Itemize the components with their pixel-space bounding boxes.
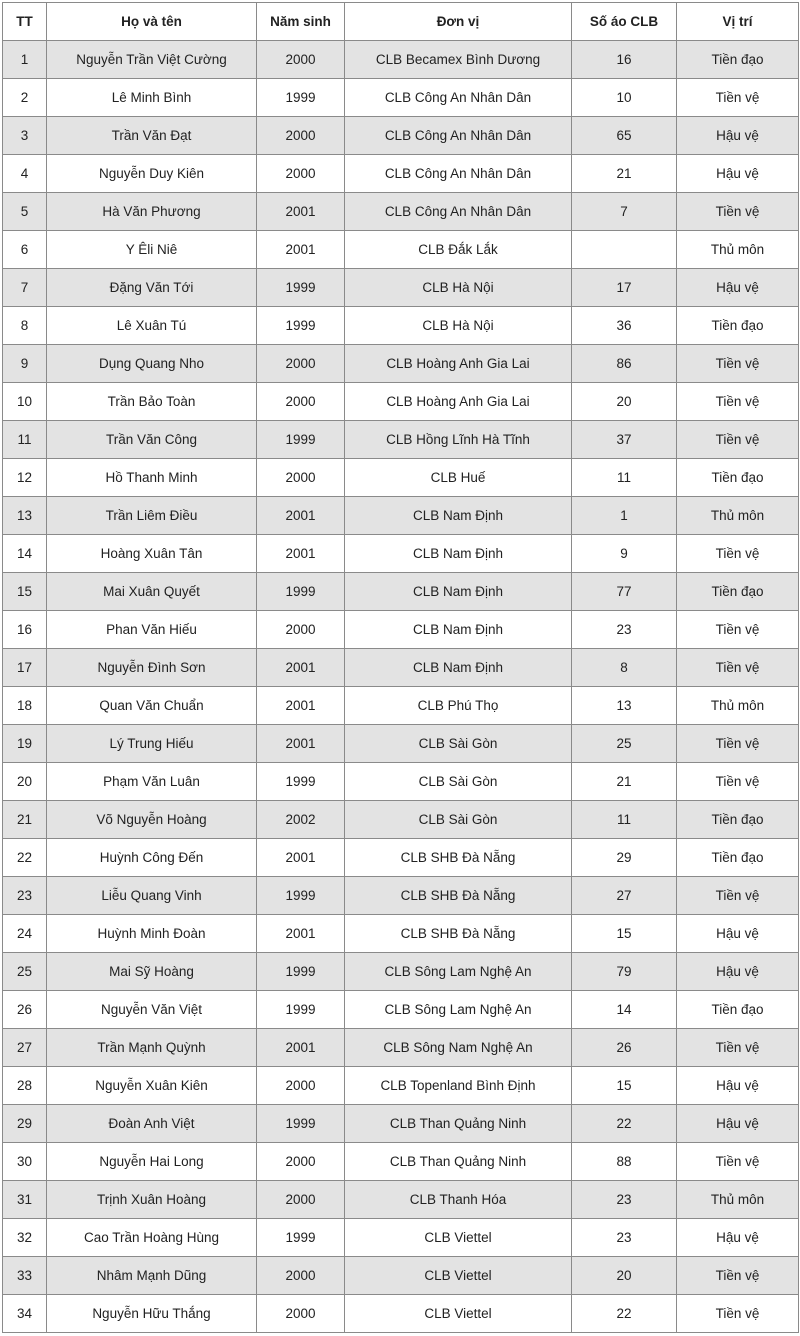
- cell-position: Hậu vệ: [677, 953, 799, 991]
- cell-name: Nguyễn Xuân Kiên: [47, 1067, 257, 1105]
- cell-unit: CLB Hoàng Anh Gia Lai: [345, 383, 572, 421]
- cell-year: 1999: [257, 421, 345, 459]
- table-row: [3, 383, 799, 421]
- cell-position: Tiền đạo: [677, 41, 799, 79]
- cell-unit: CLB Than Quảng Ninh: [345, 1105, 572, 1143]
- table-row: [3, 801, 799, 839]
- cell-number: 17: [572, 269, 677, 307]
- table-body: [3, 41, 799, 1333]
- table-row: [3, 573, 799, 611]
- table-row: [3, 725, 799, 763]
- cell-tt: 1: [3, 41, 47, 79]
- cell-tt: 13: [3, 497, 47, 535]
- table-row: [3, 611, 799, 649]
- cell-year: 1999: [257, 269, 345, 307]
- cell-tt: 21: [3, 801, 47, 839]
- table-row: [3, 877, 799, 915]
- cell-name: Trần Mạnh Quỳnh: [47, 1029, 257, 1067]
- cell-number: 9: [572, 535, 677, 573]
- table-row: [3, 763, 799, 801]
- cell-year: 1999: [257, 1219, 345, 1257]
- cell-tt: 11: [3, 421, 47, 459]
- cell-unit: CLB Viettel: [345, 1295, 572, 1333]
- player-roster-table: [2, 2, 799, 1333]
- cell-tt: 20: [3, 763, 47, 801]
- table-row: [3, 307, 799, 345]
- cell-unit: CLB Than Quảng Ninh: [345, 1143, 572, 1181]
- cell-year: 1999: [257, 79, 345, 117]
- cell-unit: CLB Viettel: [345, 1219, 572, 1257]
- cell-name: Nguyễn Hữu Thắng: [47, 1295, 257, 1333]
- cell-name: Huỳnh Công Đến: [47, 839, 257, 877]
- cell-number: 21: [572, 763, 677, 801]
- cell-unit: CLB Sông Lam Nghệ An: [345, 953, 572, 991]
- cell-position: Tiền vệ: [677, 649, 799, 687]
- cell-unit: CLB Thanh Hóa: [345, 1181, 572, 1219]
- cell-position: Tiền vệ: [677, 1257, 799, 1295]
- cell-name: Võ Nguyễn Hoàng: [47, 801, 257, 839]
- cell-tt: 9: [3, 345, 47, 383]
- cell-year: 2000: [257, 1143, 345, 1181]
- cell-position: Tiền vệ: [677, 1295, 799, 1333]
- cell-tt: 19: [3, 725, 47, 763]
- cell-name: Liễu Quang Vinh: [47, 877, 257, 915]
- table-row: [3, 1181, 799, 1219]
- cell-year: 2001: [257, 687, 345, 725]
- cell-year: 2000: [257, 459, 345, 497]
- cell-unit: CLB Công An Nhân Dân: [345, 117, 572, 155]
- cell-year: 2001: [257, 231, 345, 269]
- cell-year: 1999: [257, 953, 345, 991]
- cell-number: 27: [572, 877, 677, 915]
- cell-year: 2001: [257, 725, 345, 763]
- cell-year: 2000: [257, 1257, 345, 1295]
- table-row: [3, 497, 799, 535]
- cell-unit: CLB Sông Nam Nghệ An: [345, 1029, 572, 1067]
- cell-number: 23: [572, 1219, 677, 1257]
- cell-name: Y Êli Niê: [47, 231, 257, 269]
- table-row: [3, 459, 799, 497]
- cell-tt: 22: [3, 839, 47, 877]
- table-row: [3, 231, 799, 269]
- cell-name: Phạm Văn Luân: [47, 763, 257, 801]
- cell-number: [572, 231, 677, 269]
- cell-name: Huỳnh Minh Đoàn: [47, 915, 257, 953]
- cell-name: Nguyễn Hai Long: [47, 1143, 257, 1181]
- cell-year: 2001: [257, 497, 345, 535]
- cell-number: 36: [572, 307, 677, 345]
- cell-number: 20: [572, 383, 677, 421]
- table-row: [3, 1029, 799, 1067]
- table-row: [3, 345, 799, 383]
- header-number: Số áo CLB: [572, 3, 677, 41]
- cell-number: 13: [572, 687, 677, 725]
- header-tt: TT: [3, 3, 47, 41]
- cell-unit: CLB Đắk Lắk: [345, 231, 572, 269]
- cell-year: 2001: [257, 649, 345, 687]
- cell-tt: 23: [3, 877, 47, 915]
- table-row: [3, 915, 799, 953]
- cell-year: 1999: [257, 877, 345, 915]
- cell-position: Hậu vệ: [677, 117, 799, 155]
- table-row: [3, 193, 799, 231]
- cell-unit: CLB Công An Nhân Dân: [345, 79, 572, 117]
- cell-name: Mai Sỹ Hoàng: [47, 953, 257, 991]
- cell-year: 2000: [257, 383, 345, 421]
- cell-tt: 4: [3, 155, 47, 193]
- cell-unit: CLB Hoàng Anh Gia Lai: [345, 345, 572, 383]
- cell-unit: CLB Nam Định: [345, 497, 572, 535]
- cell-year: 2001: [257, 535, 345, 573]
- cell-position: Hậu vệ: [677, 1105, 799, 1143]
- header-unit: Đơn vị: [345, 3, 572, 41]
- cell-unit: CLB Nam Định: [345, 535, 572, 573]
- cell-number: 10: [572, 79, 677, 117]
- table-row: [3, 535, 799, 573]
- cell-tt: 18: [3, 687, 47, 725]
- cell-tt: 14: [3, 535, 47, 573]
- table-row: [3, 1067, 799, 1105]
- table-header: [3, 3, 799, 41]
- table-row: [3, 1257, 799, 1295]
- cell-position: Hậu vệ: [677, 915, 799, 953]
- cell-position: Tiền vệ: [677, 611, 799, 649]
- cell-name: Trần Liêm Điều: [47, 497, 257, 535]
- cell-number: 86: [572, 345, 677, 383]
- cell-name: Lê Xuân Tú: [47, 307, 257, 345]
- table-row: [3, 687, 799, 725]
- cell-year: 2001: [257, 1029, 345, 1067]
- header-row: [3, 3, 799, 41]
- cell-position: Tiền đạo: [677, 573, 799, 611]
- cell-unit: CLB Topenland Bình Định: [345, 1067, 572, 1105]
- cell-year: 2001: [257, 915, 345, 953]
- cell-unit: CLB Hà Nội: [345, 307, 572, 345]
- cell-name: Lê Minh Bình: [47, 79, 257, 117]
- cell-year: 2000: [257, 1067, 345, 1105]
- cell-name: Quan Văn Chuẩn: [47, 687, 257, 725]
- cell-number: 22: [572, 1105, 677, 1143]
- cell-unit: CLB Viettel: [345, 1257, 572, 1295]
- cell-name: Đoàn Anh Việt: [47, 1105, 257, 1143]
- cell-unit: CLB SHB Đà Nẵng: [345, 915, 572, 953]
- cell-year: 2000: [257, 1295, 345, 1333]
- cell-number: 29: [572, 839, 677, 877]
- cell-position: Hậu vệ: [677, 269, 799, 307]
- cell-tt: 2: [3, 79, 47, 117]
- cell-position: Tiền vệ: [677, 1029, 799, 1067]
- cell-number: 21: [572, 155, 677, 193]
- cell-year: 2001: [257, 839, 345, 877]
- cell-name: Trần Bảo Toàn: [47, 383, 257, 421]
- cell-unit: CLB Phú Thọ: [345, 687, 572, 725]
- cell-number: 25: [572, 725, 677, 763]
- cell-number: 26: [572, 1029, 677, 1067]
- cell-unit: CLB Công An Nhân Dân: [345, 155, 572, 193]
- cell-tt: 8: [3, 307, 47, 345]
- cell-year: 1999: [257, 991, 345, 1029]
- cell-tt: 27: [3, 1029, 47, 1067]
- table-row: [3, 1105, 799, 1143]
- cell-tt: 15: [3, 573, 47, 611]
- cell-position: Thủ môn: [677, 231, 799, 269]
- cell-name: Nguyễn Trần Việt Cường: [47, 41, 257, 79]
- cell-unit: CLB Becamex Bình Dương: [345, 41, 572, 79]
- cell-year: 1999: [257, 763, 345, 801]
- cell-unit: CLB Nam Định: [345, 611, 572, 649]
- cell-name: Mai Xuân Quyết: [47, 573, 257, 611]
- cell-unit: CLB SHB Đà Nẵng: [345, 877, 572, 915]
- cell-name: Hồ Thanh Minh: [47, 459, 257, 497]
- cell-tt: 33: [3, 1257, 47, 1295]
- cell-unit: CLB Sài Gòn: [345, 801, 572, 839]
- cell-year: 1999: [257, 573, 345, 611]
- table-row: [3, 269, 799, 307]
- cell-position: Tiền đạo: [677, 459, 799, 497]
- header-year: Năm sinh: [257, 3, 345, 41]
- cell-year: 2001: [257, 193, 345, 231]
- cell-position: Thủ môn: [677, 497, 799, 535]
- table-row: [3, 79, 799, 117]
- table-row: [3, 1219, 799, 1257]
- cell-unit: CLB Nam Định: [345, 573, 572, 611]
- cell-number: 11: [572, 459, 677, 497]
- cell-position: Tiền vệ: [677, 763, 799, 801]
- cell-tt: 29: [3, 1105, 47, 1143]
- cell-name: Nguyễn Duy Kiên: [47, 155, 257, 193]
- cell-name: Nhâm Mạnh Dũng: [47, 1257, 257, 1295]
- cell-position: Hậu vệ: [677, 1067, 799, 1105]
- cell-tt: 28: [3, 1067, 47, 1105]
- cell-number: 16: [572, 41, 677, 79]
- cell-number: 23: [572, 611, 677, 649]
- table-row: [3, 953, 799, 991]
- cell-year: 2000: [257, 155, 345, 193]
- cell-number: 15: [572, 1067, 677, 1105]
- cell-position: Tiền vệ: [677, 421, 799, 459]
- cell-number: 14: [572, 991, 677, 1029]
- cell-tt: 25: [3, 953, 47, 991]
- cell-year: 2000: [257, 611, 345, 649]
- cell-position: Tiền đạo: [677, 991, 799, 1029]
- table-row: [3, 117, 799, 155]
- cell-year: 2000: [257, 345, 345, 383]
- cell-number: 22: [572, 1295, 677, 1333]
- cell-name: Trịnh Xuân Hoàng: [47, 1181, 257, 1219]
- table-row: [3, 649, 799, 687]
- cell-position: Tiền vệ: [677, 725, 799, 763]
- table-row: [3, 1143, 799, 1181]
- cell-unit: CLB Công An Nhân Dân: [345, 193, 572, 231]
- cell-position: Tiền vệ: [677, 877, 799, 915]
- cell-number: 23: [572, 1181, 677, 1219]
- cell-name: Lý Trung Hiếu: [47, 725, 257, 763]
- cell-position: Tiền đạo: [677, 839, 799, 877]
- cell-name: Trần Văn Công: [47, 421, 257, 459]
- cell-name: Hà Văn Phương: [47, 193, 257, 231]
- cell-tt: 3: [3, 117, 47, 155]
- cell-name: Hoàng Xuân Tân: [47, 535, 257, 573]
- cell-position: Tiền vệ: [677, 79, 799, 117]
- cell-position: Tiền vệ: [677, 535, 799, 573]
- cell-tt: 32: [3, 1219, 47, 1257]
- header-name: Họ và tên: [47, 3, 257, 41]
- cell-unit: CLB SHB Đà Nẵng: [345, 839, 572, 877]
- cell-year: 2000: [257, 1181, 345, 1219]
- cell-position: Tiền vệ: [677, 1143, 799, 1181]
- cell-name: Nguyễn Đình Sơn: [47, 649, 257, 687]
- cell-unit: CLB Sài Gòn: [345, 763, 572, 801]
- cell-name: Trần Văn Đạt: [47, 117, 257, 155]
- cell-number: 15: [572, 915, 677, 953]
- cell-number: 65: [572, 117, 677, 155]
- cell-year: 1999: [257, 1105, 345, 1143]
- table-row: [3, 41, 799, 79]
- cell-position: Hậu vệ: [677, 1219, 799, 1257]
- table-row: [3, 1295, 799, 1333]
- cell-tt: 31: [3, 1181, 47, 1219]
- cell-unit: CLB Huế: [345, 459, 572, 497]
- cell-position: Tiền đạo: [677, 307, 799, 345]
- header-position: Vị trí: [677, 3, 799, 41]
- cell-number: 7: [572, 193, 677, 231]
- cell-tt: 30: [3, 1143, 47, 1181]
- cell-number: 88: [572, 1143, 677, 1181]
- cell-number: 20: [572, 1257, 677, 1295]
- cell-year: 2002: [257, 801, 345, 839]
- cell-position: Thủ môn: [677, 1181, 799, 1219]
- cell-unit: CLB Sông Lam Nghệ An: [345, 991, 572, 1029]
- cell-tt: 34: [3, 1295, 47, 1333]
- cell-position: Tiền vệ: [677, 193, 799, 231]
- cell-position: Tiền vệ: [677, 383, 799, 421]
- cell-tt: 6: [3, 231, 47, 269]
- cell-unit: CLB Hồng Lĩnh Hà Tĩnh: [345, 421, 572, 459]
- cell-position: Thủ môn: [677, 687, 799, 725]
- cell-number: 77: [572, 573, 677, 611]
- cell-position: Tiền đạo: [677, 801, 799, 839]
- table-row: [3, 839, 799, 877]
- cell-tt: 5: [3, 193, 47, 231]
- cell-number: 79: [572, 953, 677, 991]
- cell-unit: CLB Hà Nội: [345, 269, 572, 307]
- cell-tt: 17: [3, 649, 47, 687]
- table-row: [3, 155, 799, 193]
- cell-name: Dụng Quang Nho: [47, 345, 257, 383]
- cell-tt: 26: [3, 991, 47, 1029]
- cell-number: 1: [572, 497, 677, 535]
- cell-tt: 12: [3, 459, 47, 497]
- cell-tt: 16: [3, 611, 47, 649]
- cell-name: Phan Văn Hiếu: [47, 611, 257, 649]
- cell-position: Hậu vệ: [677, 155, 799, 193]
- cell-number: 8: [572, 649, 677, 687]
- table-row: [3, 991, 799, 1029]
- cell-name: Đặng Văn Tới: [47, 269, 257, 307]
- cell-year: 2000: [257, 41, 345, 79]
- cell-name: Nguyễn Văn Việt: [47, 991, 257, 1029]
- cell-position: Tiền vệ: [677, 345, 799, 383]
- cell-unit: CLB Sài Gòn: [345, 725, 572, 763]
- table-row: [3, 421, 799, 459]
- cell-unit: CLB Nam Định: [345, 649, 572, 687]
- cell-number: 37: [572, 421, 677, 459]
- cell-tt: 7: [3, 269, 47, 307]
- cell-number: 11: [572, 801, 677, 839]
- cell-tt: 10: [3, 383, 47, 421]
- cell-name: Cao Trần Hoàng Hùng: [47, 1219, 257, 1257]
- cell-year: 1999: [257, 307, 345, 345]
- cell-tt: 24: [3, 915, 47, 953]
- cell-year: 2000: [257, 117, 345, 155]
